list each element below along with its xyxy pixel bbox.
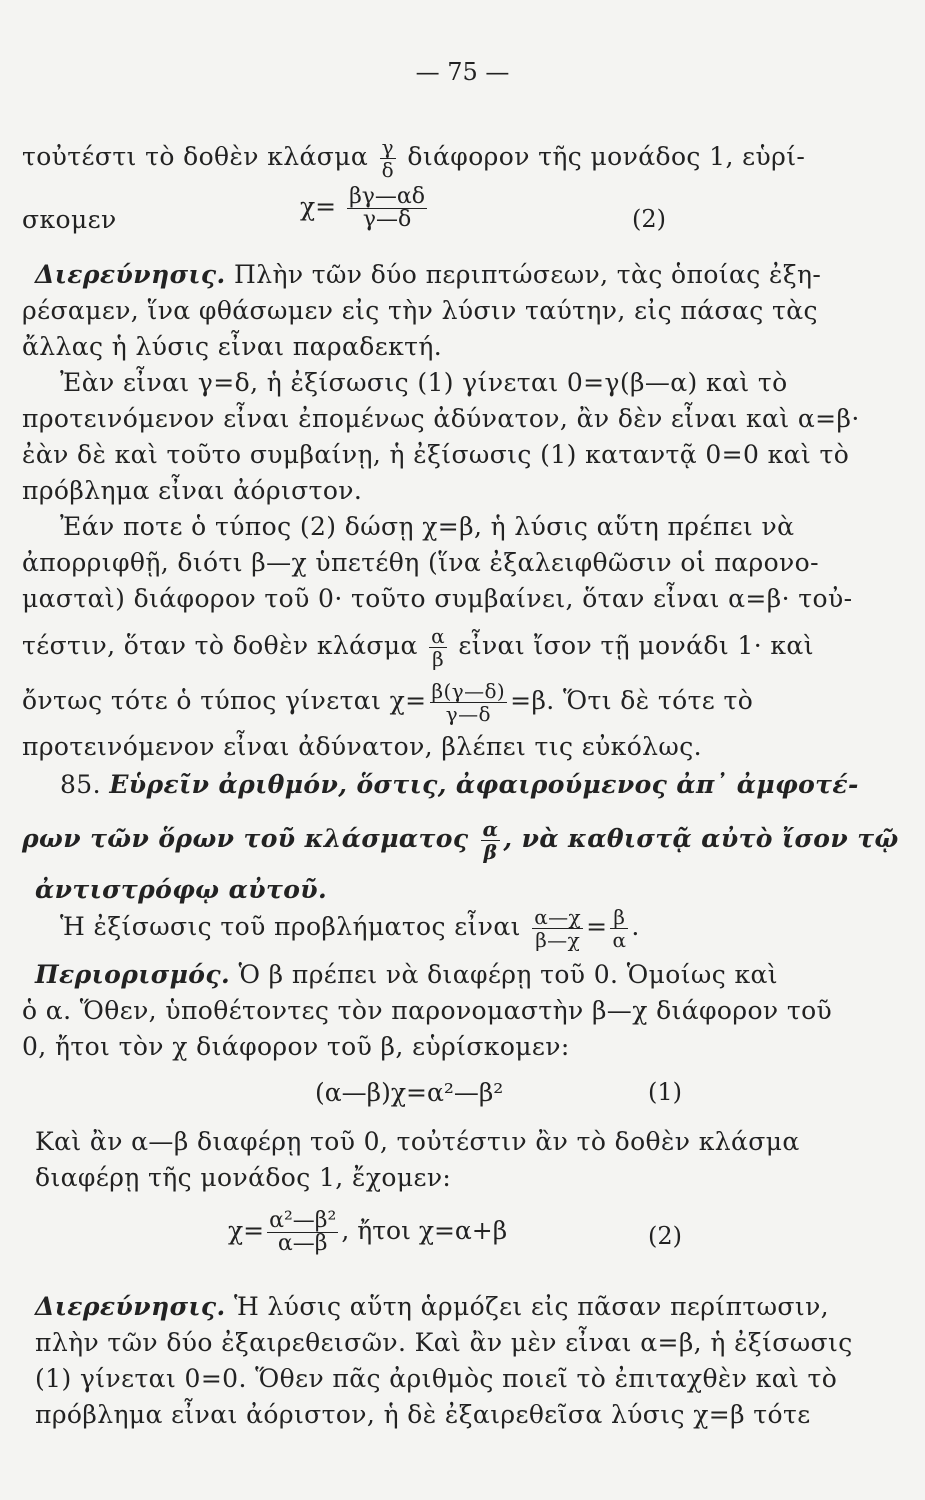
text: ρων τῶν ὅρων τοῦ κλάσματος — [22, 824, 469, 853]
numerator: γ — [380, 136, 396, 159]
text: Ὁ β πρέπει νὰ διαφέρῃ τοῦ 0. Ὁμοίως καὶ — [238, 960, 778, 989]
equals-sign: = — [586, 912, 608, 941]
denominator: β—χ — [535, 928, 581, 952]
text-line-17 — [22, 818, 899, 863]
fraction — [380, 136, 396, 181]
text-line-27: (1) γίνεται 0=0. Ὅθεν πᾶς ἀριθμὸς ποιεῖ τὸ ἐπιταχθὲν καὶ τὸ — [35, 1364, 838, 1393]
denominator: β — [432, 647, 445, 671]
equation-1: (α—β)χ=α²—β² — [315, 1078, 504, 1107]
equation-2 — [300, 186, 430, 231]
denominator: α — [612, 928, 627, 952]
text: διάφορον τῆς μονάδος 1, εὑρί- — [407, 142, 806, 171]
text-line-12: μασταὶ) διάφορον τοῦ 0· τοῦτο συμβαίνει, ὅταν εἶναι α=β· τοὐ- — [22, 584, 853, 613]
text: Ἡ ἐξίσωσις τοῦ προβλήματος εἶναι — [60, 912, 521, 941]
section-heading: Διερεύνησις. — [35, 260, 226, 289]
text-line-8: ἐὰν δὲ καὶ τοῦτο συμβαίνῃ, ἡ ἐξίσωσις (1) καταντᾷ 0=0 καὶ τὸ — [22, 440, 850, 469]
eq-lhs: χ= — [228, 1216, 265, 1245]
text-line-1 — [22, 136, 805, 181]
equation-tag: (1) — [648, 1078, 682, 1106]
text-line-24: διαφέρῃ τῆς μονάδος 1, ἔχομεν: — [35, 1163, 452, 1192]
text: Πλὴν τῶν δύο περιπτώσεων, τὰς ὁποίας ἐξη- — [234, 260, 822, 289]
fraction — [347, 186, 427, 231]
fraction — [430, 680, 508, 725]
text-line-20 — [35, 960, 778, 989]
text: , νὰ καθιστᾷ αὐτὸ ἴσον τῷ — [503, 824, 899, 853]
text-line-16 — [60, 770, 859, 799]
fraction — [610, 906, 628, 951]
equation-tag: (2) — [648, 1222, 682, 1250]
eq-rhs: , ἤτοι χ=α+β — [341, 1216, 508, 1245]
text-line-11: ἀπορριφθῇ, διότι β—χ ὑπετέθη (ἵνα ἐξαλειφθῶσιν οἱ παρονο- — [22, 548, 819, 577]
denominator: α—β — [277, 1231, 328, 1256]
text-line-25 — [35, 1292, 829, 1321]
text-line-18: ἀντιστρόφῳ αὐτοῦ. — [35, 875, 328, 904]
numerator: α²—β² — [269, 1208, 337, 1233]
fraction — [429, 625, 447, 670]
text: Ἡ λύσις αὕτη ἁρμόζει εἰς πᾶσαν περίπτωσιν, — [234, 1292, 830, 1321]
text-line-4: ρέσαμεν, ἵνα φθάσωμεν εἰς τὴν λύσιν ταύτην, εἰς πάσας τὰς — [22, 296, 818, 325]
text: εἶναι ἴσον τῇ μονάδι 1· καὶ — [458, 631, 814, 660]
text: τοὐτέστι τὸ δοθὲν κλάσμα — [22, 142, 369, 171]
text-line-13 — [22, 625, 814, 670]
text: τέστιν, ὅταν τὸ δοθὲν κλάσμα — [22, 631, 418, 660]
problem-number: 85. — [60, 770, 101, 799]
text-line-21: ὁ α. Ὅθεν, ὑποθέτοντες τὸν παρονομαστὴν β—χ διάφορον τοῦ — [22, 996, 833, 1025]
text-line-10: Ἐάν ποτε ὁ τύπος (2) δώσῃ χ=β, ἡ λύσις αὕτη πρέπει νὰ — [60, 512, 795, 541]
numerator: β — [610, 906, 628, 929]
text-line-28: πρόβλημα εἶναι ἀόριστον, ἡ δὲ ἐξαιρεθεῖσα λύσις χ=β τότε — [35, 1400, 811, 1429]
period: . — [631, 912, 640, 941]
numerator: α — [482, 817, 499, 841]
numerator: βγ—αδ — [349, 184, 426, 209]
equation-3 — [228, 1210, 507, 1255]
text-line-14 — [22, 680, 753, 725]
section-heading: Διερεύνησις. — [35, 1292, 226, 1321]
text-line-19 — [60, 906, 640, 951]
text-line-3 — [35, 260, 821, 289]
section-heading: Περιορισμός. — [35, 960, 231, 989]
fraction — [481, 818, 501, 863]
eq-lhs: χ= — [300, 192, 337, 221]
numerator: β(γ—δ) — [431, 679, 506, 703]
text-line-7: προτεινόμενον εἶναι ἐπομένως ἀδύνατον, ἂν δὲν εἶναι καὶ α=β· — [22, 404, 860, 433]
text: =β. Ὅτι δὲ τότε τὸ — [510, 686, 754, 715]
text-line-6: Ἐὰν εἶναι γ=δ, ἡ ἐξίσωσις (1) γίνεται 0=γ(β—α) καὶ τὸ — [60, 368, 788, 397]
denominator: β — [483, 840, 498, 864]
denominator: δ — [381, 158, 395, 182]
page-number: — 75 — — [415, 58, 510, 86]
text-line-22: 0, ἤτοι τὸν χ διάφορον τοῦ β, εὑρίσκομεν: — [22, 1032, 570, 1061]
text-line-15: προτεινόμενον εἶναι ἀδύνατον, βλέπει τις εὐκόλως. — [22, 732, 702, 761]
denominator: γ—δ — [362, 207, 412, 232]
text-line-23: Καὶ ἂν α—β διαφέρῃ τοῦ 0, τοὐτέστιν ἂν τὸ δοθὲν κλάσμα — [35, 1127, 800, 1156]
numerator: α — [431, 624, 446, 648]
text-line-2: σκομεν — [22, 205, 117, 234]
text-line-5: ἄλλας ἡ λύσις εἶναι παραδεκτή. — [22, 332, 443, 361]
equation-tag: (2) — [632, 205, 666, 233]
text-line-9: πρόβλημα εἶναι ἀόριστον. — [22, 476, 363, 505]
problem-title: Εὑρεῖν ἀριθμόν, ὅστις, ἀφαιρούμενος ἀπ᾿ ἀμφοτέ- — [109, 770, 859, 799]
fraction — [532, 906, 583, 951]
text-line-26: πλὴν τῶν δύο ἐξαιρεθεισῶν. Καὶ ἂν μὲν εἶναι α=β, ἡ ἐξίσωσις — [35, 1328, 853, 1357]
fraction — [267, 1210, 338, 1255]
text: ὄντως τότε ὁ τύπος γίνεται χ= — [22, 686, 427, 715]
numerator: α—χ — [534, 905, 582, 929]
denominator: γ—δ — [445, 702, 491, 726]
